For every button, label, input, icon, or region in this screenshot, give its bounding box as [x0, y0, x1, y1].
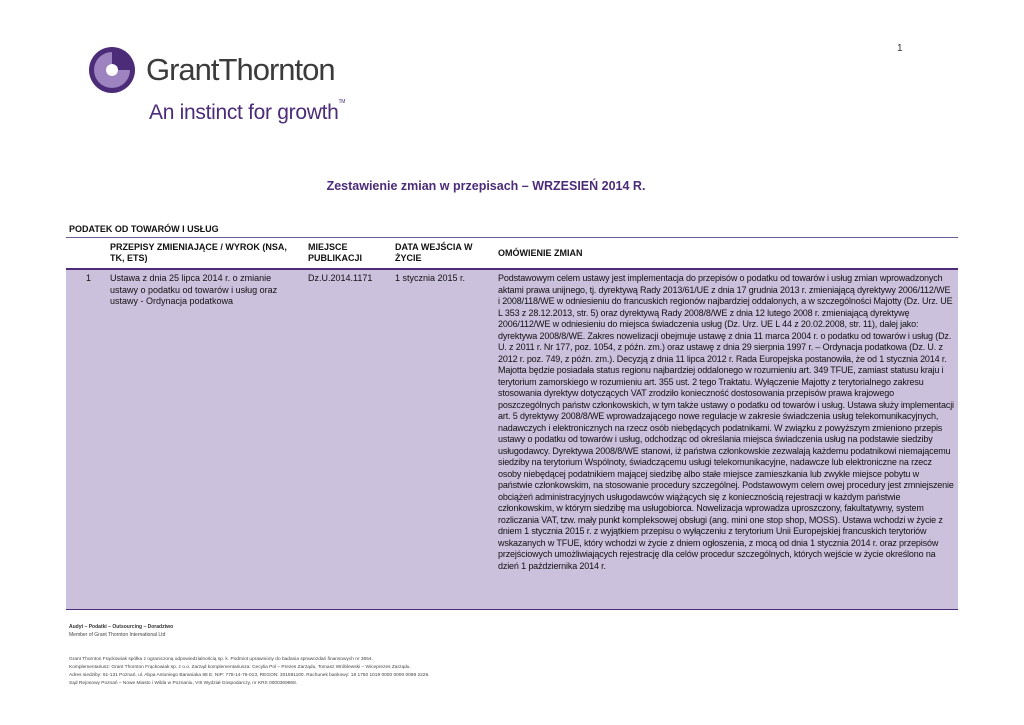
row-act: Ustawa z dnia 25 lipca 2014 r. o zmianie ustawy o podatku od towarów i usług oraz ustawy - Ordynacja podatkowa — [110, 273, 278, 306]
grant-thornton-logo-icon — [88, 46, 136, 94]
footer-line: Sąd Rejonowy Poznań – Nowe Miasto i Wilda w Poznaniu, VIII Wydział Gospodarczy, nr KRS 0000369868. — [69, 681, 298, 686]
footer-line: Komplementariusz: Grant Thornton Frąckowiak sp. z o.o. Zarząd komplementariusza: Cecylia Pol – Prezes Zarządu, Tomasz Wróblewski – Wiceprezes Zarządu. — [69, 665, 411, 670]
brand-tagline-text: An instinct for growth — [149, 101, 339, 124]
footer-services: Audyt – Podatki – Outsourcing – Doradztwo — [69, 624, 174, 630]
header-act: PRZEPISY ZMIENIAJĄCE / WYROK (NSA, TK, ETS) — [110, 242, 287, 263]
row-description: Podstawowym celem ustawy jest implementacja do przepisów o podatku od towarów i usług zmian wprowadzonych aktami prawa unijnego, tj. dyrektywą Rady 2013/61/UE z dnia 17 grudnia 2013 r. zmieniającą dyrektywy 2006/112/WE i 2008/118/WE w odniesieniu do francuskich regionów najbardziej oddalonych, a w szczególności Majotty (Dz. Urz. UE L 353 z 28.12.2013, str. 5) oraz dyrektywą Rady 2008/8/WE z dnia 12 lutego 2008 r. zmieniającą dyrektywę 2006/112/WE w odniesieniu do miejsca świadczenia usług (Dz. Urz. UE L 44 z 20.02.2008, str. 11), dalej jako: dyrektywa 2008/8/WE. Zakres nowelizacji obejmuje ustawę z dnia 11 marca 2004 r. o podatku od towarów i usług (Dz. U. z 2011 r. Nr 177, poz. 1054, z późn. zm.) oraz ustawę z dnia 29 sierpnia 1997 r. – Ordynacja podatkowa (Dz. U. z 2012 r. poz. 749, z późn. zm.). Decyzją z dnia 11 lipca 2012 r. Rada Europejska postanowiła, że od 1 stycznia 2014 r. Majotta będzie posiadała status regionu najbardziej oddalonego w rozumieniu art. 349 TFUE, zamiast statusu kraju i terytorium zamorskiego w rozumieniu art. 355 ust. 2 tego Traktatu. Wyłączenie Majotty z terytorialnego zakresu stosowania dyrektyw dotyczących VAT zrodziło konieczność dostosowania przepisów prawa krajowego poszczególnych państw członkowskich, w tym także ustawy o podatku od towarów i usług. Ustawa służy implementacji art. 5 dyrektywy 2008/8/WE wprowadzającego nowe regulacje w zakresie świadczenia usług telekomunikacyjnych, nadawczych i elektronicznych na rzecz osób niebędących podatnikami. W związku z powyższym zmieniono przepis ustawy o podatku od towarów i usług, odchodząc od określania miejsca świadczenia usług na podstawie siedziby usługodawcy. Dyrektywa 2008/8/WE stanowi, iż państwa członkowskie zezwalają każdemu podatnikowi niemającemu siedziby na terytorium Wspólnoty, świadczącemu usługi telekomunikacyjne, nadawcze lub elektroniczne na rzecz osoby niebędącej podatnikiem mającej siedzibę albo stałe miejsce zamieszkania lub zwykłe miejsce pobytu w państwie członkowskim, na stosowanie procedury szczególnej. Podstawowym celem owej procedury jest zmniejszenie obciążeń administracyjnych usługodawców wiążących się z koniecznością rejestracji w każdym państwie członkowskim, w którym siedzibę ma usługobiorca. Nowelizacja wprowadza uproszczony, fakultatywny, system rozliczania VAT, tzw. mały punkt kompleksowej obsługi (ang. mini one stop shop, MOSS). Ustawa wchodzi w życie z dniem 1 stycznia 2015 r. z wyjątkiem przepisu o wyłączeniu z terytorium Unii Europejskiej francuskich terytoriów wskazanych w TFUE, który wchodzi w życie z dniem ogłoszenia, z mocą od dnia 1 stycznia 2014 r. oraz przepisów przejściowych umożliwiających rejestrację dla celów procedur szczególnych, których wejście w życie określono na dzień 1 października 2014 r. — [498, 273, 954, 571]
row-publication: Dz.U.2014.1171 — [308, 273, 373, 283]
brand-tagline — [149, 101, 345, 125]
table-bottom-divider — [66, 609, 958, 610]
header-description: OMÓWIENIE ZMIAN — [498, 248, 583, 258]
section-divider — [66, 237, 958, 238]
row-effective-date: 1 stycznia 2015 r. — [395, 273, 466, 283]
header-effective-date: DATA WEJŚCIA W ŻYCIE — [395, 242, 473, 263]
brand-name: GrantThornton — [146, 52, 335, 87]
document-title: Zestawienie zmian w przepisach – WRZESIEŃ 2014 R. — [326, 179, 646, 193]
trademark-mark: TM — [338, 99, 346, 105]
footer-line: Grant Thornton Frąckowiak spółka z ograniczoną odpowiedzialnością sp. k. Podmiot uprawniony do badania sprawozdań finansowych nr 3654. — [69, 657, 373, 662]
footer-member: Member of Grant Thornton International Ltd — [69, 632, 166, 638]
row-number: 1 — [86, 273, 92, 283]
page-number: 1 — [897, 43, 903, 54]
section-title: PODATEK OD TOWARÓW I USŁUG — [69, 224, 219, 234]
footer-line: Adres siedziby: 61-131 Poznań, ul. Abpa Antoniego Baraniaka 88 E. NIP: 778-14-76-013, REGON: 301591100. Rachunek bankowy: 18 1750 1019 0000 0000 0098 2229. — [69, 673, 430, 678]
header-publication: MIEJSCE PUBLIKACJI — [308, 242, 363, 263]
